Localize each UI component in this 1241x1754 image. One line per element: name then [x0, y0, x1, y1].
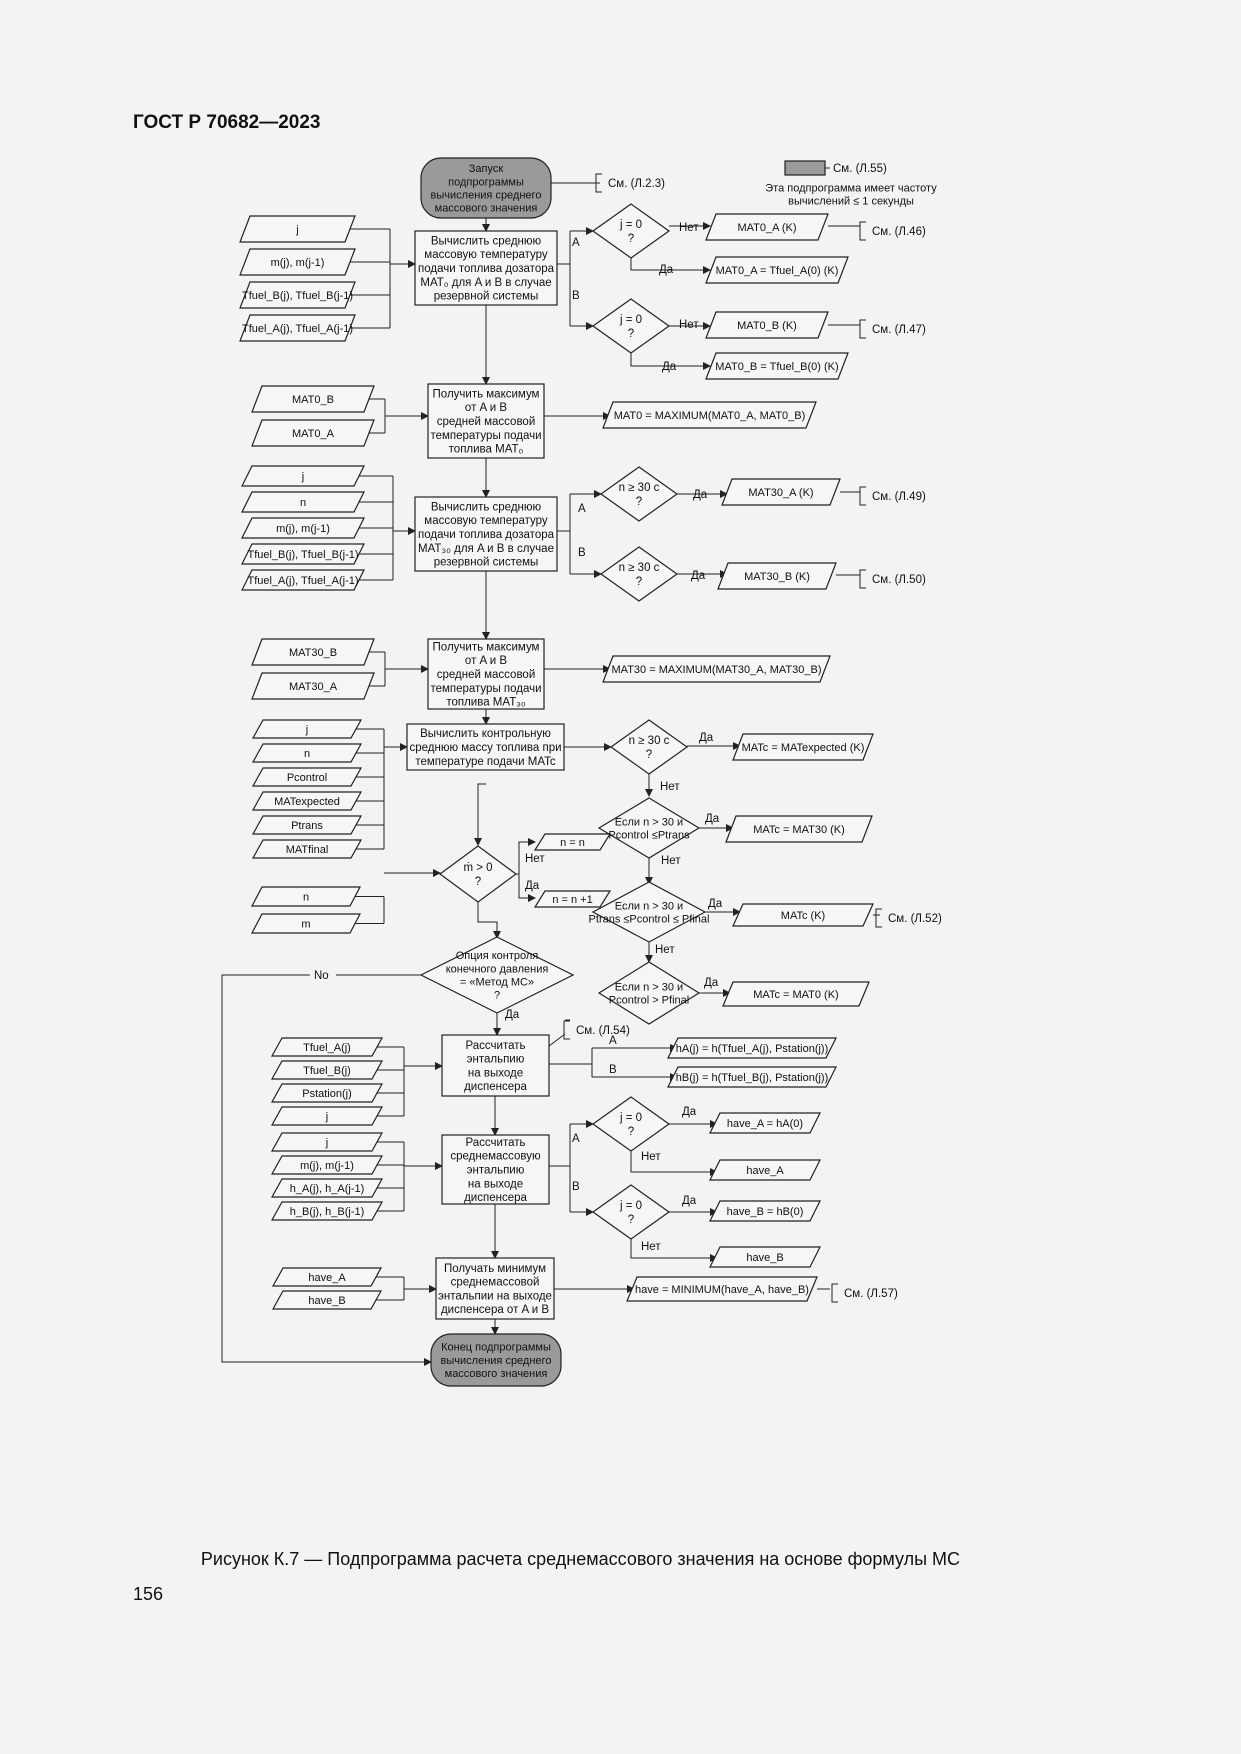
process-min-enthalpy-text: Получать минимум — [443, 1262, 547, 1275]
output-mat0a-init-text: MAT0_A = Tfuel_A(0) (K) — [715, 264, 839, 277]
output-have-min-text: have = MINIMUM(have_A, have_B) — [635, 1283, 809, 1296]
output-n-inc-text: n = n +1 — [552, 893, 593, 906]
connector-line — [860, 487, 866, 505]
output-have-a-text: have_A — [746, 1164, 784, 1177]
end-terminal-text: вычисления среднего — [440, 1354, 552, 1367]
output-hb-text: hB(j) = h(Tfuel_B(j), Pstation(j)) — [675, 1071, 829, 1084]
process-enthalpy-text: энтальпию — [466, 1053, 525, 1066]
process-max-mat30-text: температуры подачи — [430, 682, 542, 695]
end-terminal-text: массового значения — [444, 1368, 548, 1381]
output-have-b-init-text: have_B = hB(0) — [726, 1205, 804, 1218]
process-max-mat30-text: средней массовой — [436, 669, 536, 682]
decision-option-mc-text: = «Метод МС» — [459, 976, 535, 989]
input-g5-1-text: n — [303, 747, 311, 760]
decision-j0-d-text: ? — [627, 1213, 635, 1226]
decision-j0-c-text: j = 0 — [619, 1112, 643, 1125]
output-have-b-text: have_B — [746, 1251, 784, 1264]
decision-option-mc-text: конечного давления — [445, 963, 549, 976]
decision-j0-a-text: j = 0 — [619, 219, 643, 232]
document-header: ГОСТ Р 70682—2023 — [133, 112, 321, 133]
input-g2-0-text: MAT0_B — [292, 393, 334, 406]
branch-no: Нет — [660, 781, 680, 793]
legend-swatch — [785, 161, 825, 175]
connector-line — [832, 1284, 838, 1302]
branch-b: B — [572, 290, 580, 302]
branch-a: A — [572, 1133, 580, 1145]
input-g8-3-text: h_B(j), h_B(j-1) — [289, 1205, 365, 1218]
branch-no: Нет — [655, 944, 675, 956]
output-mat30a-text: MAT30_A (K) — [748, 486, 814, 499]
process-mat0-text: Вычислить среднюю — [430, 235, 542, 248]
output-matc-exp-text: MATc = MATexpected (K) — [741, 741, 865, 754]
process-mat30-text: Вычислить среднюю — [430, 501, 542, 514]
output-mat0b-text: MAT0_B (K) — [737, 319, 797, 332]
branch-yes: Да — [704, 977, 719, 989]
input-g3-0-text: j — [301, 470, 305, 483]
process-mat30-text: подачи топлива дозатора — [417, 529, 555, 542]
input-g4-0-text: MAT30_B — [288, 646, 338, 659]
legend-note-text: вычислений ≤ 1 секунды — [788, 195, 914, 208]
decision-pcontrol-pfinal-text: Если n > 30 и — [614, 981, 684, 994]
process-min-enthalpy-text: среднемассовой — [450, 1276, 540, 1289]
input-g7-3-text: j — [325, 1110, 329, 1123]
process-max-mat0-text: температуры подачи — [430, 429, 542, 442]
connector-line — [860, 570, 866, 588]
process-matc-text: температуре подачи MATc — [415, 755, 556, 768]
process-min-enthalpy-text: энтальпии на выходе — [438, 1290, 552, 1303]
input-g3-1-text: n — [299, 496, 307, 509]
input-g2-1-text: MAT0_A — [292, 427, 334, 440]
branch-a: A — [572, 237, 580, 249]
ref-l52: См. (Л.52) — [888, 913, 942, 925]
start-terminal-text: Запуск — [468, 163, 504, 176]
decision-j0-b-text: ? — [627, 327, 635, 340]
process-enthalpy-text: Рассчитать — [465, 1039, 526, 1052]
input-g6-1-text: m — [301, 918, 311, 931]
branch-no: Нет — [679, 319, 699, 331]
branch-yes: Да — [525, 880, 540, 892]
connector-line — [478, 902, 497, 938]
input-g5-2-text: Pcontrol — [286, 771, 328, 784]
output-have-a-init-text: have_A = hA(0) — [726, 1117, 804, 1130]
legend-ref: См. (Л.55) — [833, 163, 887, 175]
decision-pcontrol-ptrans-text: Если n > 30 и — [614, 816, 684, 829]
connector-line — [564, 1021, 570, 1039]
branch-yes: Да — [699, 732, 714, 744]
decision-j0-d-text: j = 0 — [619, 1200, 643, 1213]
output-matc-mat0-text: MATc = MAT0 (K) — [753, 988, 839, 1001]
input-g3-3-text: Tfuel_B(j), Tfuel_B(j-1) — [247, 548, 359, 561]
input-g5-0-text: j — [305, 723, 309, 736]
input-g3-2-text: m(j), m(j-1) — [276, 522, 330, 535]
input-g7-1-text: Tfuel_B(j) — [303, 1064, 351, 1077]
connector-line — [860, 320, 866, 338]
end-terminal-text: Конец подпрограммы — [441, 1341, 551, 1354]
branch-yes: Да — [693, 489, 708, 501]
process-max-mat0-text: средней массовой — [436, 416, 536, 429]
ref-l49: См. (Л.49) — [872, 491, 926, 503]
start-terminal-text: массового значения — [434, 202, 538, 215]
process-enthalpy-text: на выходе — [467, 1067, 524, 1080]
branch-a: A — [578, 503, 586, 515]
decision-n30-b-text: ? — [635, 575, 643, 588]
process-mat0-text: резервной системы — [433, 290, 539, 303]
input-g5-5-text: MATfinal — [285, 843, 329, 856]
connector-line — [478, 784, 486, 845]
ref-l47: См. (Л.47) — [872, 324, 926, 336]
branch-yes: Да — [505, 1009, 520, 1021]
input-g5-4-text: Ptrans — [291, 819, 323, 832]
process-mat0-text: подачи топлива дозатора — [417, 263, 555, 276]
branch-a: A — [609, 1035, 617, 1047]
branch-yes: Да — [691, 570, 706, 582]
branch-yes: Да — [708, 898, 723, 910]
ref-l50: См. (Л.50) — [872, 574, 926, 586]
start-terminal-text: вычисления среднего — [430, 189, 542, 202]
input-g7-0-text: Tfuel_A(j) — [303, 1041, 351, 1054]
process-max-mat30-text: Получить максимум — [432, 641, 540, 654]
ref-l57: См. (Л.57) — [844, 1288, 898, 1300]
output-mat30-max-text: MAT30 = MAXIMUM(MAT30_A, MAT30_B) — [611, 663, 822, 676]
process-avg-enthalpy-text: среднемассовую — [450, 1150, 541, 1163]
input-g6-0-text: n — [302, 891, 310, 904]
process-mat30-text: массовую температуру — [424, 515, 548, 528]
output-matc-mat30-text: MATc = MAT30 (K) — [753, 823, 845, 836]
branch-no-en: No — [314, 970, 329, 982]
input-g4-1-text: MAT30_A — [288, 680, 338, 693]
process-max-mat30-text: топлива MAT₃₀ — [446, 696, 526, 709]
branch-yes: Да — [682, 1106, 697, 1118]
process-max-mat0-text: топлива MAT₀ — [448, 443, 524, 456]
connector-line — [549, 1034, 565, 1046]
input-g8-2-text: h_A(j), h_A(j-1) — [289, 1182, 365, 1195]
output-matc-text: MATc (K) — [780, 909, 826, 922]
branch-no: Нет — [641, 1151, 661, 1163]
output-n-keep-text: n = n — [560, 836, 585, 849]
decision-j0-a-text: ? — [627, 232, 635, 245]
process-avg-enthalpy-text: энтальпию — [466, 1164, 525, 1177]
decision-n30-c-text: n ≥ 30 c — [628, 735, 670, 748]
branch-b: B — [572, 1181, 580, 1193]
branch-yes: Да — [662, 361, 677, 373]
output-ha-text: hA(j) = h(Tfuel_A(j), Pstation(j)) — [675, 1042, 829, 1055]
decision-mdot-text: ? — [474, 875, 482, 888]
decision-j0-c-text: ? — [627, 1125, 635, 1138]
input-g9-0-text: have_A — [308, 1271, 346, 1284]
output-mat30b-text: MAT30_B (K) — [744, 570, 810, 583]
decision-n30-a-text: n ≥ 30 c — [618, 482, 660, 495]
process-matc-text: Вычислить контрольную — [420, 728, 551, 741]
input-g1-3-text: Tfuel_A(j), Tfuel_A(j-1) — [241, 322, 354, 335]
connector-line — [860, 222, 866, 240]
decision-pcontrol-ptrans-text: Pcontrol ≤Ptrans — [608, 829, 690, 842]
process-mat0-text: массовую температуру — [424, 249, 548, 262]
input-g1-0-text: j — [296, 223, 299, 236]
output-mat0b-init-text: MAT0_B = Tfuel_B(0) (K) — [715, 360, 839, 373]
output-mat0a-text: MAT0_A (K) — [737, 221, 797, 234]
output-mat0-max-text: MAT0 = MAXIMUM(MAT0_A, MAT0_B) — [613, 409, 806, 422]
process-max-mat30-text: от A и B — [464, 655, 508, 668]
input-g8-0-text: j — [325, 1136, 329, 1149]
branch-no: Нет — [661, 855, 681, 867]
process-avg-enthalpy-text: диспенсера — [464, 1192, 527, 1205]
decision-n30-c-text: ? — [645, 748, 653, 761]
decision-mdot-text: ṁ > 0 — [463, 862, 493, 875]
process-mat0-text: MAT₀ для A и B в случае — [420, 276, 552, 289]
decision-n30-b-text: n ≥ 30 c — [618, 562, 660, 575]
branch-yes: Да — [659, 264, 674, 276]
process-avg-enthalpy-text: Рассчитать — [465, 1136, 526, 1149]
connector-line — [876, 909, 882, 927]
ref-l54: См. (Л.54) — [576, 1025, 630, 1037]
branch-b: B — [609, 1064, 617, 1076]
start-terminal-text: подпрограммы — [448, 176, 524, 189]
figure-caption: Рисунок К.7 — Подпрограмма расчета среднемассового значения на основе формулы МС — [200, 1549, 961, 1569]
branch-b: B — [578, 547, 586, 559]
input-g1-1-text: m(j), m(j-1) — [270, 256, 325, 269]
process-avg-enthalpy-text: на выходе — [467, 1178, 524, 1191]
decision-option-mc-text: Опция контроля — [455, 950, 539, 963]
decision-n30-a-text: ? — [635, 495, 643, 508]
process-mat30-text: резервной системы — [433, 556, 539, 569]
input-g8-1-text: m(j), m(j-1) — [300, 1159, 354, 1172]
input-g5-3-text: MATexpected — [274, 795, 340, 808]
ref-start: См. (Л.2.3) — [608, 178, 665, 190]
process-max-mat0-text: от A и B — [464, 402, 508, 415]
process-mat30-text: MAT₃₀ для A и B в случае — [418, 542, 554, 555]
decision-ptrans-pfinal-text: Ptrans ≤Pcontrol ≤ Pfinal — [588, 913, 710, 926]
input-g9-1-text: have_B — [308, 1294, 346, 1307]
process-enthalpy-text: диспенсера — [464, 1081, 527, 1094]
ref-l46: См. (Л.46) — [872, 226, 926, 238]
branch-no: Нет — [679, 222, 699, 234]
process-matc-text: среднюю массу топлива при — [409, 742, 562, 755]
decision-option-mc-text: ? — [493, 989, 501, 1002]
process-min-enthalpy-text: диспенсера от A и B — [440, 1304, 550, 1317]
input-g3-4-text: Tfuel_A(j), Tfuel_A(j-1) — [247, 574, 359, 587]
branch-no: Нет — [525, 853, 545, 865]
decision-ptrans-pfinal-text: Если n > 30 и — [614, 900, 684, 913]
branch-yes: Да — [705, 813, 720, 825]
legend-note-text: Эта подпрограмма имеет частоту — [765, 182, 937, 195]
decision-pcontrol-pfinal-text: Pcontrol > Pfinal — [608, 994, 690, 1007]
branch-no: Нет — [641, 1241, 661, 1253]
input-g7-2-text: Pstation(j) — [302, 1087, 352, 1100]
input-g1-2-text: Tfuel_B(j), Tfuel_B(j-1) — [241, 289, 354, 302]
decision-j0-b-text: j = 0 — [619, 314, 643, 327]
page-number: 156 — [133, 1584, 164, 1604]
process-max-mat0-text: Получить максимум — [432, 388, 540, 401]
branch-yes: Да — [682, 1195, 697, 1207]
